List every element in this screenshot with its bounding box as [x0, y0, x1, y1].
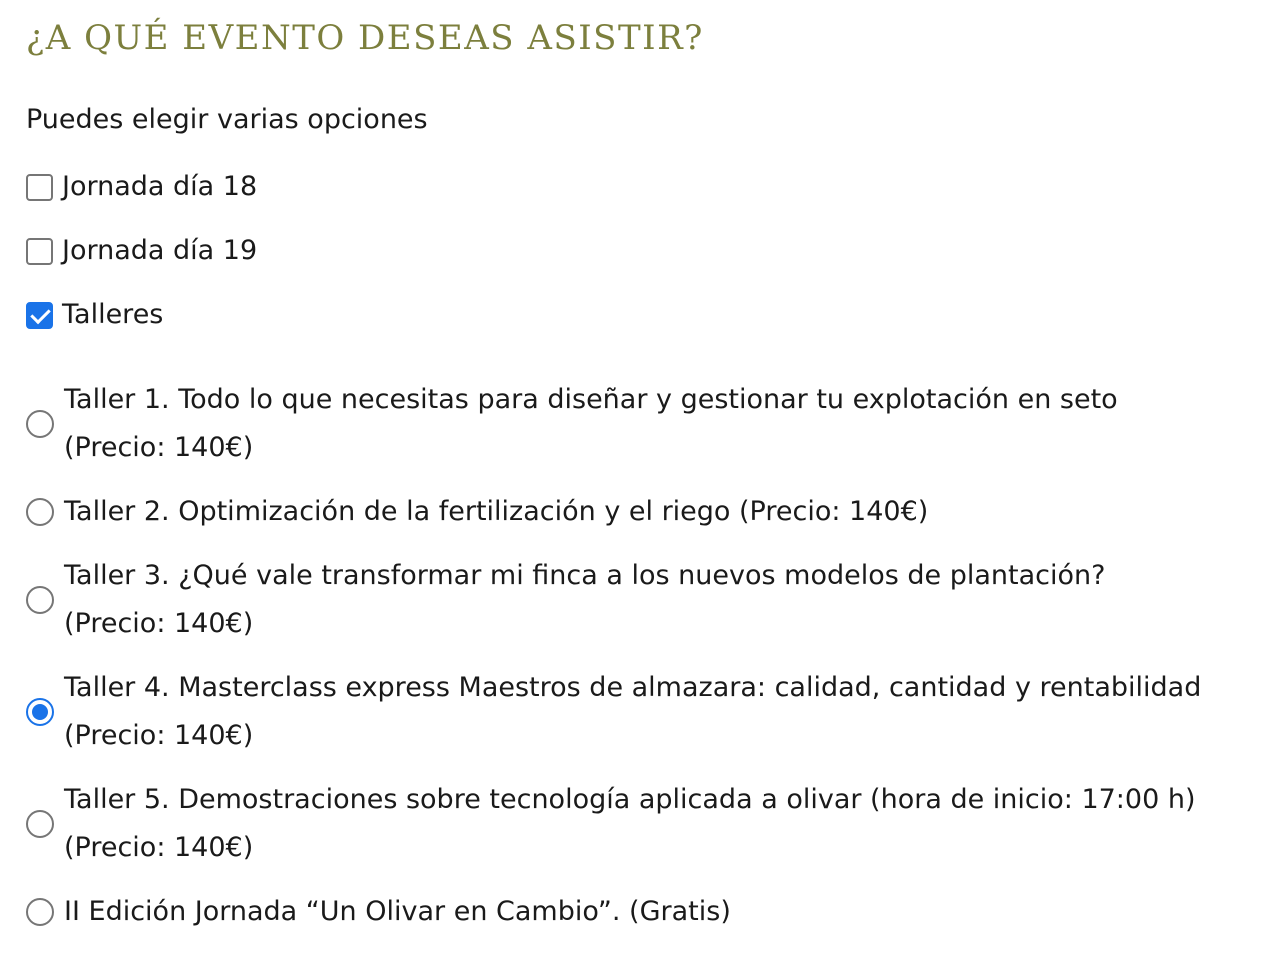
- radio-label-taller-1-line2: (Precio: 140€): [64, 432, 254, 463]
- radio-label-taller-4-line1: Taller 4. Masterclass express Maestros de almazara: calidad, cantidad y rentabilidad: [64, 672, 1202, 703]
- radio-label-taller-3-line2: (Precio: 140€): [64, 608, 254, 639]
- checkbox-label-jornada-19: Jornada día 19: [62, 235, 258, 266]
- checkbox-talleres[interactable]: [26, 302, 53, 329]
- checkbox-label-jornada-18: Jornada día 18: [62, 171, 258, 202]
- radio-label-taller-5[interactable]: [64, 776, 1195, 872]
- radio-label-taller-4-line2: (Precio: 140€): [64, 720, 254, 751]
- radio-label-taller-3[interactable]: [64, 552, 1105, 648]
- radio-taller-2[interactable]: [26, 498, 54, 526]
- radio-label-taller-5-line1: Taller 5. Demostraciones sobre tecnología aplicada a olivar (hora de inicio: 17:00 h): [64, 784, 1196, 815]
- radio-taller-4[interactable]: [26, 698, 54, 726]
- radio-label-jornada-olivar[interactable]: [64, 888, 731, 936]
- checkbox-jornada-18[interactable]: [26, 174, 53, 201]
- radio-label-jornada-olivar-line1: II Edición Jornada “Un Olivar en Cambio”. (Gratis): [64, 896, 731, 927]
- radio-label-taller-5-line2: (Precio: 140€): [64, 832, 254, 863]
- radio-taller-5[interactable]: [26, 810, 54, 838]
- radio-jornada-olivar[interactable]: [26, 898, 54, 926]
- radio-taller-3[interactable]: [26, 586, 54, 614]
- radio-label-taller-3-line1: Taller 3. ¿Qué vale transformar mi finca a los nuevos modelos de plantación?: [64, 560, 1106, 591]
- checkbox-label-talleres: Talleres: [62, 299, 164, 330]
- checkbox-option-talleres[interactable]: [26, 295, 163, 335]
- checkbox-jornada-19[interactable]: [26, 238, 53, 265]
- radio-label-taller-1-line1: Taller 1. Todo lo que necesitas para diseñar y gestionar tu explotación en seto: [64, 384, 1118, 415]
- radio-label-taller-2-line1: Taller 2. Optimización de la fertilización y el riego (Precio: 140€): [64, 496, 929, 527]
- form-title: ¿A QUÉ EVENTO DESEAS ASISTIR?: [26, 18, 704, 58]
- form-subtitle: Puedes elegir varias opciones: [26, 104, 428, 135]
- checkbox-option-jornada-18[interactable]: [26, 167, 257, 207]
- checkbox-option-jornada-19[interactable]: [26, 231, 257, 271]
- radio-label-taller-4[interactable]: [64, 664, 1201, 760]
- radio-label-taller-1[interactable]: [64, 376, 1118, 472]
- radio-taller-1[interactable]: [26, 410, 54, 438]
- radio-label-taller-2[interactable]: [64, 488, 928, 536]
